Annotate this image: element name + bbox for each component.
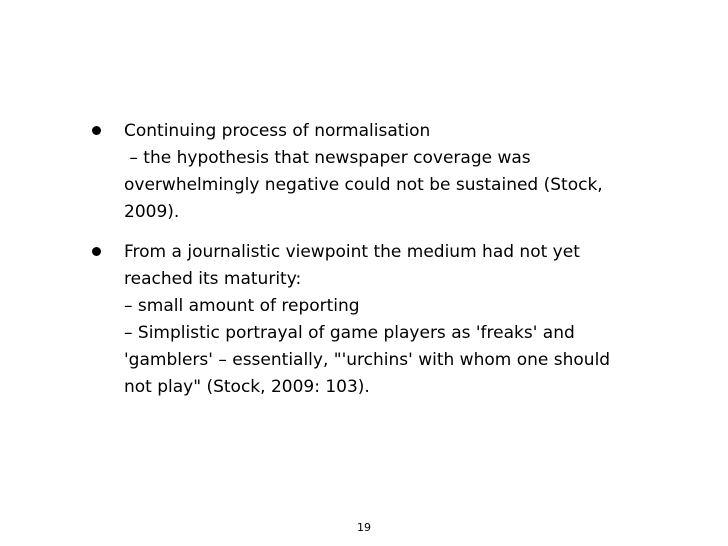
bullet-line: – the hypothesis that newspaper coverage was <box>124 148 531 168</box>
bullet-item-journalistic-viewpoint <box>92 239 692 401</box>
bullet-line: From a journalistic viewpoint the medium had not yet <box>124 242 580 262</box>
bullet-dot-icon <box>92 247 101 256</box>
bullet-line: not play" (Stock, 2009: 103). <box>124 377 370 397</box>
bullet-list <box>92 118 692 414</box>
bullet-line: reached its maturity: <box>124 269 302 289</box>
bullet-line: Continuing process of normalisation <box>124 121 431 141</box>
bullet-dot-icon <box>92 126 101 135</box>
bullet-line: – small amount of reporting <box>124 296 360 316</box>
bullet-line: 'gamblers' – essentially, "'urchins' with whom one should <box>124 350 611 370</box>
bullet-item-normalisation <box>92 118 692 226</box>
bullet-line: – Simplistic portrayal of game players as 'freaks' and <box>124 323 575 343</box>
bullet-line: 2009). <box>124 202 180 222</box>
page-number: 19 <box>357 521 371 534</box>
bullet-line: overwhelmingly negative could not be sustained (Stock, <box>124 175 603 195</box>
